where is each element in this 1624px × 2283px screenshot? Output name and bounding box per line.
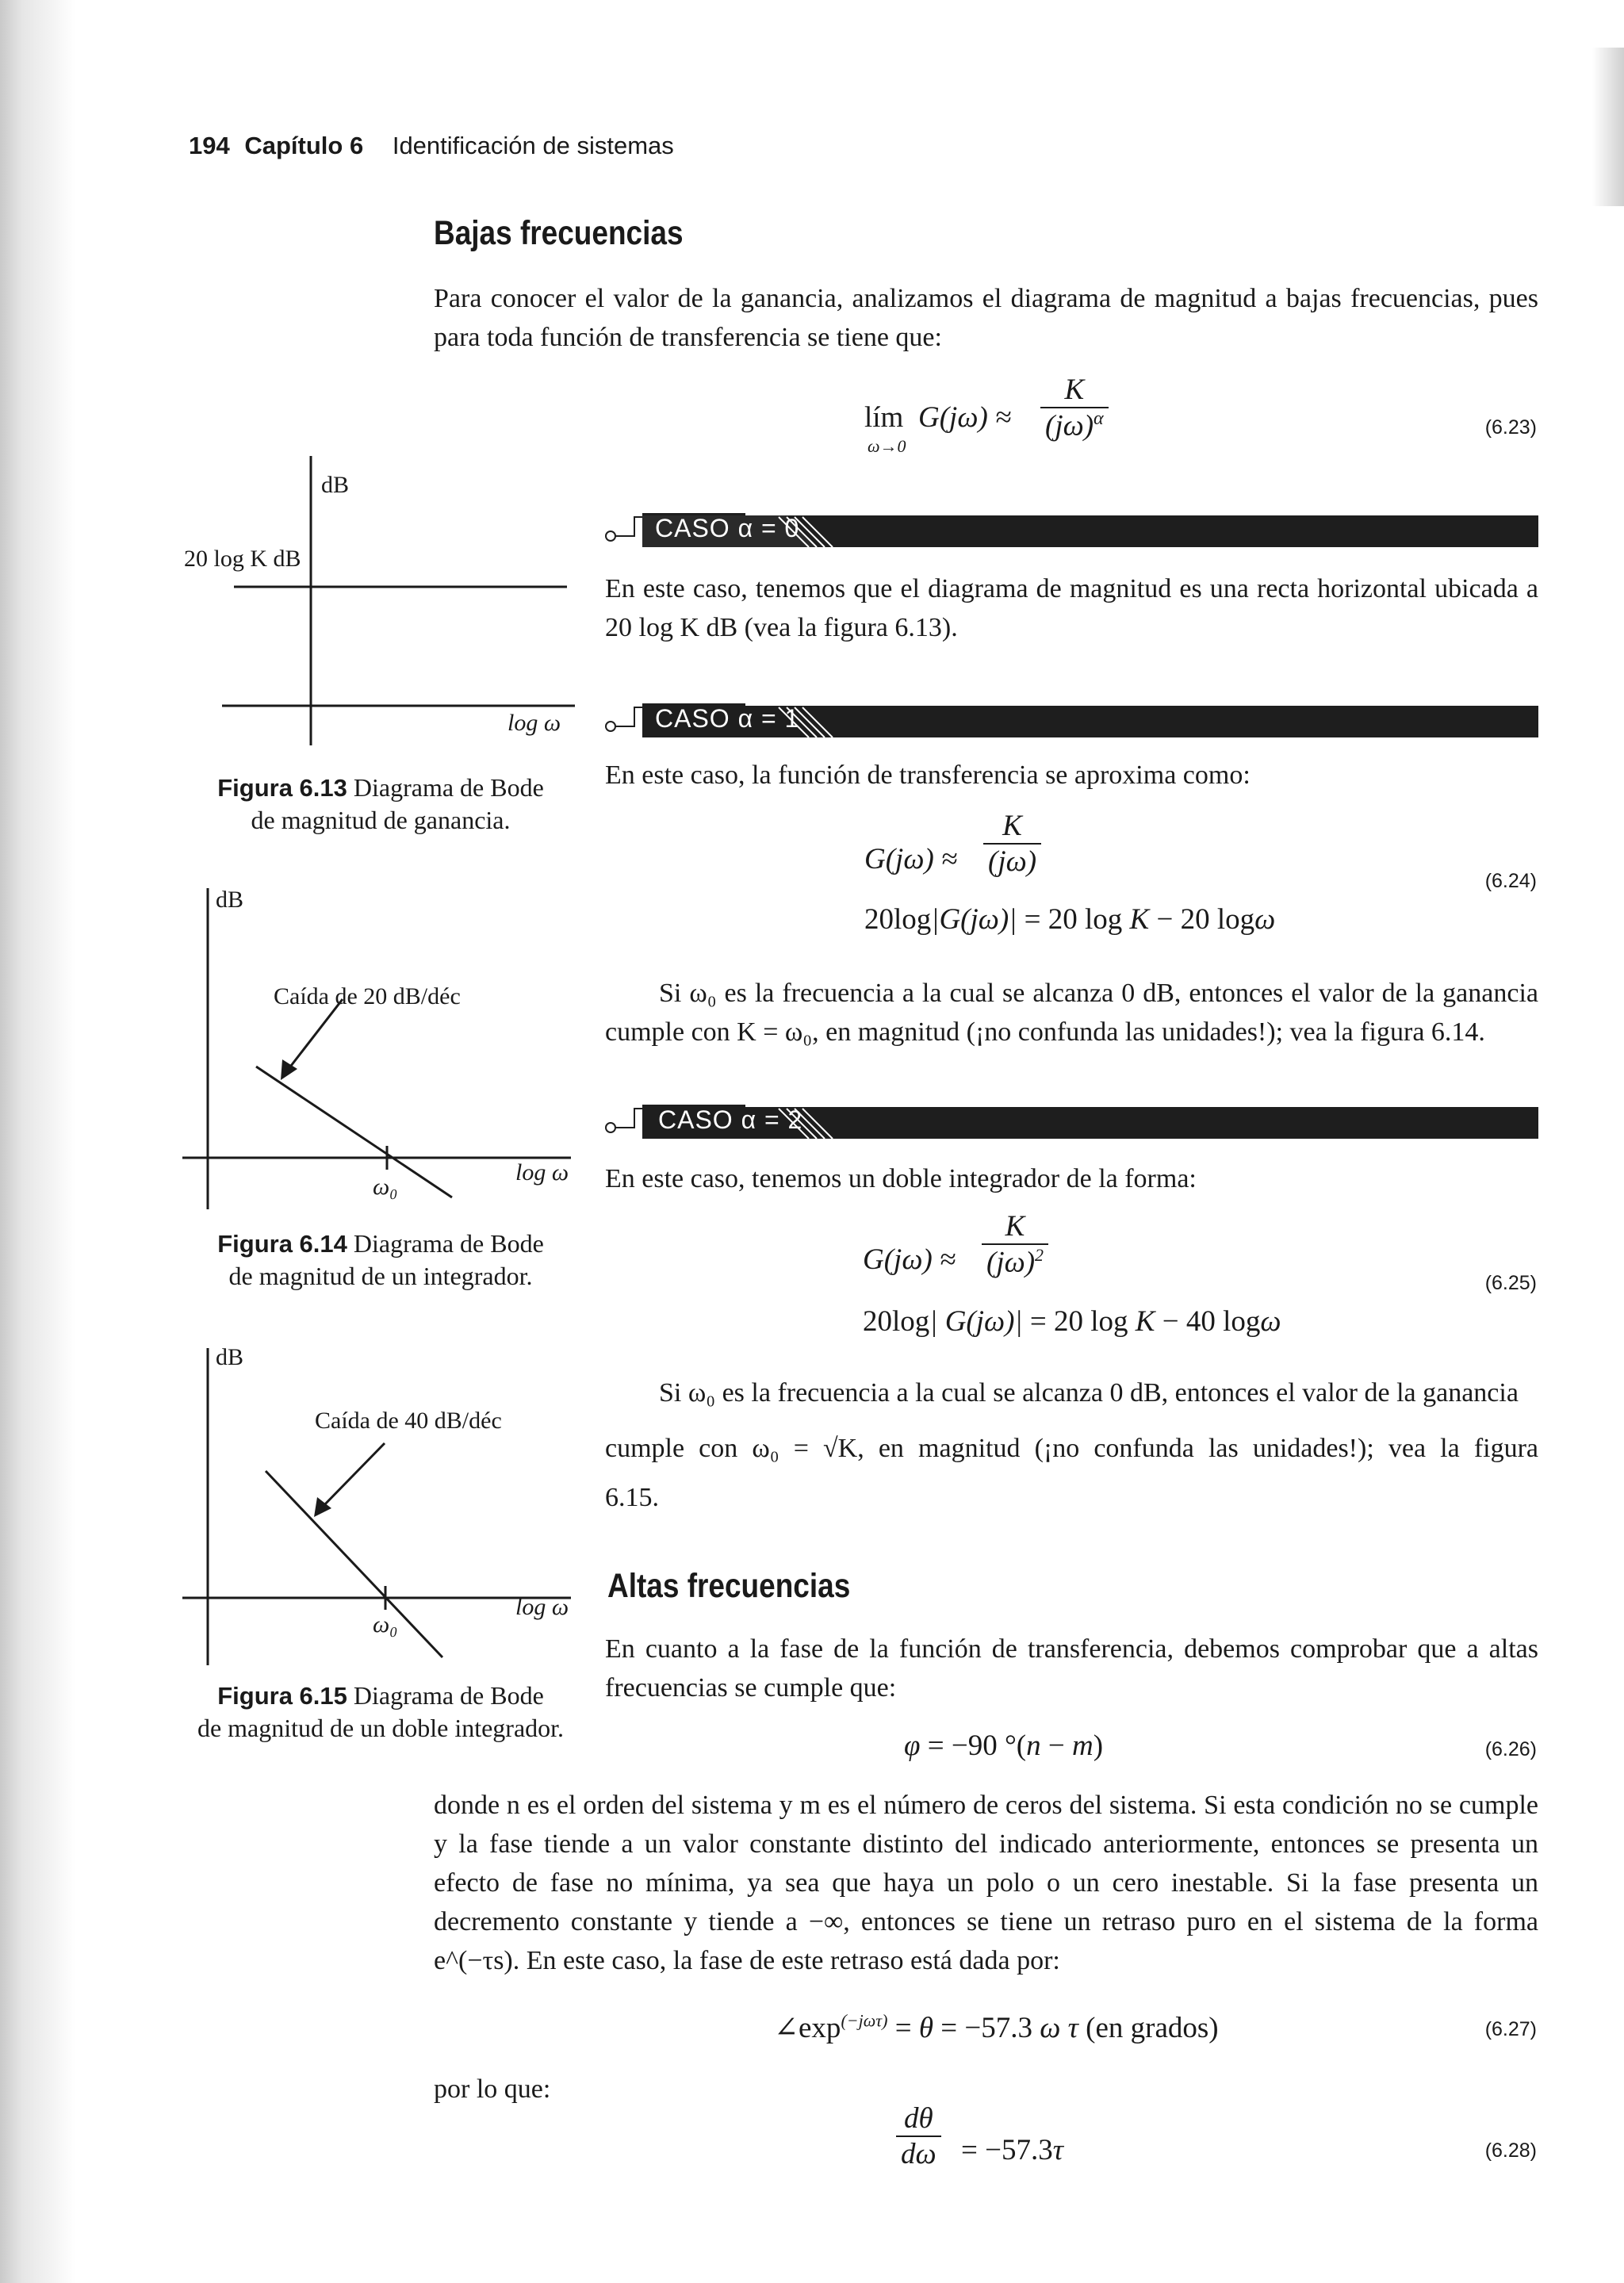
slope-line: [266, 1471, 442, 1657]
equation-6-28: $\frac{d\theta}{d\omega}$ = −57.3τ: [896, 2101, 1134, 2189]
low-freq-intro: Para conocer el valor de la ganancia, analizamos el diagrama de magnitud a bajas frecuencias, pues para toda función de transferencia se tiene que:: [434, 284, 1538, 352]
fig615-omega0: ω₀: [373, 1611, 398, 1638]
fig614-annotation: Caída de 20 dB/déc: [274, 983, 461, 1009]
scan-binding-edge: [0, 0, 75, 2283]
caso-2-after-line-1: Si ω₀ es la frecuencia a la cual se alcanza 0 dB, entonces el valor de la ganancia: [659, 1378, 1519, 1408]
caso-2-label: CASO α = 2: [658, 1105, 803, 1134]
chapter-label: Capítulo 6: [244, 132, 364, 159]
fig613-caption-2: de magnitud de ganancia.: [251, 806, 511, 834]
eq-number-6-23: (6.23): [1484, 416, 1537, 439]
eq-number-6-28: (6.28): [1484, 2139, 1537, 2162]
fig615-caption-1: Diagrama de Bode: [353, 1681, 544, 1710]
fig615-caption-2: de magnitud de un doble integrador.: [197, 1714, 565, 1742]
equation-6-25: G(jω) ≈ $\frac{K}{(j\omega)^2}$ 20log| G(jω)| = 20 log K − 40 logω: [863, 1210, 1281, 1338]
fig613-label: Figura 6.13: [217, 774, 347, 802]
fig615-x-label: log ω: [515, 1594, 569, 1620]
por-lo-que: por lo que:: [434, 2074, 551, 2104]
eq-number-6-25: (6.25): [1484, 1272, 1537, 1294]
fig613-caption: [198, 772, 563, 836]
equation-6-27: $\angle\exp^{(-j\omega\tau)} = \theta = -57.3$ ω τ (en grados): [774, 2010, 1219, 2044]
caso-2-after-line-3: 6.15.: [605, 1483, 659, 1512]
section-title-high-freq: Altas frecuencias: [607, 1567, 851, 1605]
fig614-caption: [198, 1228, 563, 1292]
slope-line: [256, 1067, 452, 1197]
section-title-low-freq: Bajas frecuencias: [434, 214, 684, 252]
fig613-caption-1: Diagrama de Bode: [353, 773, 544, 802]
caso-1-text: En este caso, la función de transferencia se aproxima como:: [605, 760, 1251, 790]
fig614-x-label: log ω: [515, 1159, 569, 1186]
fig613-level-label-text: 20 log K dB: [184, 546, 301, 572]
caso-2-after-line-2: cumple con ω₀ = √K, en magnitud (¡no confunda las unidades!); vea la figura: [605, 1434, 1538, 1463]
fig615-caption: [174, 1680, 587, 1744]
caso-1-after: Si ω₀ es la frecuencia a la cual se alcanza 0 dB, entonces el valor de la ganancia cumple con K = ω₀, en magnitud (¡no confunda las unidades!); vea la figura 6.14.: [605, 979, 1538, 1047]
fig613-y-label: dB: [321, 472, 350, 498]
equation-6-26: φ = −90 °(n − m): [904, 1729, 1104, 1762]
eq-number-6-27: (6.27): [1484, 2018, 1537, 2040]
fig614-y-label: dB: [216, 887, 244, 913]
fig614-caption-2: de magnitud de un integrador.: [228, 1262, 533, 1290]
fig615-y-label: dB: [216, 1344, 244, 1370]
fig615-annotation: Caída de 40 dB/déc: [315, 1408, 502, 1434]
caso-2-text: En este caso, tenemos un doble integrador de la forma:: [605, 1164, 1197, 1193]
equation-6-23: lím ω→0 G(jω) ≈ $\frac{K}{(j\omega)^\alpha}$: [864, 373, 1261, 468]
caso-0-text: En este caso, tenemos que el diagrama de magnitud es una recta horizontal ubicada a 20 log K dB (vea la figura 6.13).: [605, 574, 1538, 642]
fig615-label: Figura 6.15: [217, 1682, 347, 1710]
fig614-caption-1: Diagrama de Bode: [353, 1229, 544, 1258]
fig613-level-label: [184, 546, 301, 573]
eq-number-6-24: (6.24): [1484, 870, 1537, 892]
fig613-x-label: log ω: [508, 710, 561, 736]
page-number: 194: [189, 132, 230, 159]
fig614-omega0: ω₀: [373, 1174, 398, 1200]
chapter-title: Identificación de sistemas: [392, 132, 674, 159]
scan-corner-shadow: [1592, 48, 1624, 206]
caso-0-label: CASO α = 0: [655, 514, 800, 542]
running-header: [189, 132, 674, 160]
eq-number-6-26: (6.26): [1484, 1738, 1537, 1760]
high-freq-intro: En cuanto a la fase de la función de transferencia, debemos comprobar que a altas frecuencias se cumple que:: [605, 1634, 1538, 1703]
equation-6-24: G(jω) ≈ $\frac{K}{(j\omega)}$ 20log|G(jω)| = 20 log K − 20 logω: [864, 810, 1276, 936]
caso-1-label: CASO α = 1: [655, 704, 800, 733]
annotation-arrow: [319, 1443, 385, 1511]
fig614-label: Figura 6.14: [217, 1230, 347, 1258]
high-freq-paragraph: donde n es el orden del sistema y m es el número de ceros del sistema. Si esta condición no se cumple y la fase tiende a un valor constante distinto del indicado anteriormente, entonces se presenta un efecto de fase no mínima, ya sea que haya un polo o un cero inestable. Si la fase presenta un decremento constante y tiende a −∞, entonces se tiene un retraso puro en el sistema de la forma e^(−τs). En este caso, la fase de este retraso está dada por:: [434, 1791, 1538, 1975]
